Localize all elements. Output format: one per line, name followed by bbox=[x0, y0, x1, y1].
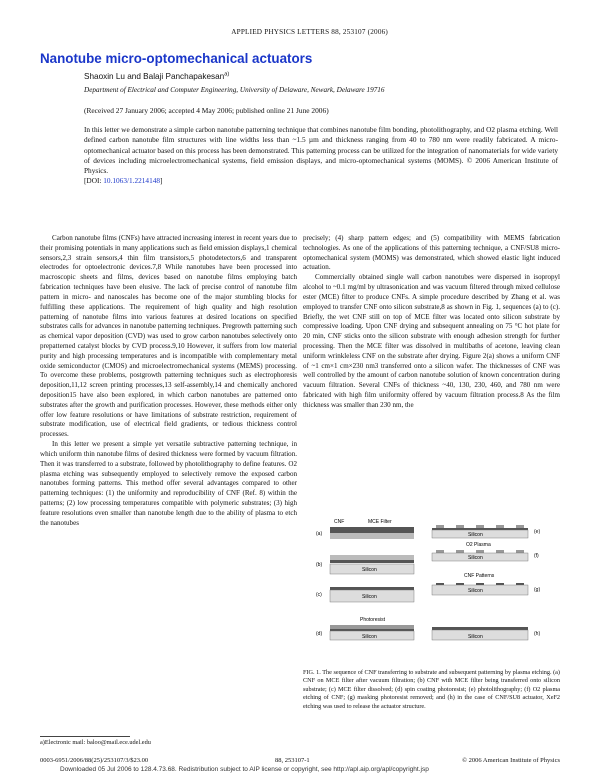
photoresist-layer-d bbox=[330, 625, 414, 629]
panel-c bbox=[316, 587, 414, 602]
author-footnote-mark: a) bbox=[224, 71, 230, 78]
label-silicon-e: Silicon bbox=[468, 532, 483, 538]
footnote: a)Electronic mail: baloo@mail.ece.udel.edu bbox=[40, 739, 151, 746]
panel-b bbox=[316, 555, 414, 574]
panel-letter-e: (e) bbox=[534, 529, 541, 535]
figure-caption: FIG. 1. The sequence of CNF transferring to substrate and subsequent patterning by plasma etching. (a) CNF on MCE filter after vacuum filtration; (b) CNF with MCE filter being transferred onto silicon substrate; (c) MCE filter dissolved; (d) spin coating photoresist; (e) photolithography; (f) O2 plasma etching of CNF; (g) masking photoresist removed; and (h) in the case of CNF/SU8 actuator, XeF2 etching was used to release the actuator structure. bbox=[303, 669, 560, 710]
label-silicon-c: Silicon bbox=[362, 594, 377, 600]
footnote-rule bbox=[40, 736, 130, 737]
resist-block-e4 bbox=[496, 525, 504, 528]
label-cnf: CNF bbox=[334, 519, 345, 525]
cnf-layer-c bbox=[330, 587, 414, 590]
panel-letter-d: (d) bbox=[316, 631, 323, 637]
resist-block-f5 bbox=[516, 550, 524, 553]
right-column bbox=[303, 234, 560, 411]
doi-suffix: ] bbox=[160, 176, 163, 186]
cnf-pattern-g2 bbox=[456, 583, 464, 585]
label-cnf-patterns: CNF Patterns bbox=[464, 573, 495, 579]
panel-letter-f: (f) bbox=[534, 553, 539, 559]
label-photoresist: Photoresist bbox=[360, 617, 386, 623]
cnf-layer-b bbox=[330, 560, 414, 563]
label-silicon-b: Silicon bbox=[362, 567, 377, 573]
panel-e bbox=[432, 525, 540, 538]
label-silicon-g: Silicon bbox=[468, 588, 483, 594]
copyright: © 2006 American Institute of Physics bbox=[462, 757, 560, 764]
left-paragraph-2: In this letter we present a simple yet versatile subtractive patterning technique, in which uniform thin nanotube films of desired thickness were formed by vacuum filtration. Then it was transferred to a substrate, followed by photolithography to define features. O2 plasma etching was subsequently employed to selectively remove the exposed carbon nanotubes forming patterns. This method offer several advantages compared to other patterning techniques: (1) the uniformity and reproducibility of CNF (Ref. 8) within the patterns; (2) low processing temperatures compatible with polymeric substrates; (3) high feature resolutions even smaller than nanotube length due to the ability of plasma to etch the nanotubes bbox=[40, 440, 297, 527]
right-paragraph-1: precisely; (4) sharp pattern edges; and (5) compatibility with MEMS fabrication technologies. As one of the applications of this patterning technique, a CNF/SU8 micro-optomechanical system (MOMS) was demonstrated, which showed elastic light induced actuation. bbox=[303, 234, 560, 272]
label-silicon-d: Silicon bbox=[362, 634, 377, 640]
doi-link[interactable]: 10.1063/1.2214148 bbox=[103, 176, 161, 186]
panel-g bbox=[432, 573, 540, 595]
label-mce: MCE Filter bbox=[368, 519, 392, 525]
label-silicon-h: Silicon bbox=[468, 634, 483, 640]
cnf-pattern-g3 bbox=[476, 583, 484, 585]
panel-f bbox=[432, 542, 539, 561]
fig1-process-diagram bbox=[316, 517, 556, 657]
page-number: 88, 253107-1 bbox=[275, 757, 310, 764]
left-column bbox=[40, 234, 297, 528]
resist-block-f4 bbox=[496, 550, 504, 553]
panel-a bbox=[316, 519, 414, 539]
article-title: Nanotube micro-optomechanical actuators bbox=[40, 51, 313, 66]
panel-d bbox=[316, 617, 414, 640]
resist-block-f3 bbox=[476, 550, 484, 553]
abstract-text: In this letter we demonstrate a simple carbon nanotube patterning technique that combines nanotube film bonding, photolithography, and O2 plasma etching. Well defined carbon nanotube film structures with line widths less than ~1.5 µm and thickness ranging from 40 to 780 nm were readily fabricated. A micro-optomechanical actuator based on this process has been demonstrated. This patterning process can be utilized for the integration of nanomaterials for wide variety of devices including microelectromechanical systems, field emission displays, and micro-optomechanical systems (MOMS). © 2006 American Institute of Physics. bbox=[84, 125, 558, 176]
received-dates: (Received 27 January 2006; accepted 4 May 2006; published online 21 June 2006) bbox=[84, 106, 329, 115]
panel-h bbox=[432, 627, 540, 640]
download-notice: Downloaded 05 Jul 2006 to 128.4.73.68. Redistribution subject to AIP license or copyright, see http://apl.aip.org/apl/copyright.jsp bbox=[60, 766, 429, 773]
author-names: Shaoxin Lu and Balaji Panchapakesan bbox=[84, 72, 225, 81]
resist-block-e1 bbox=[436, 525, 444, 528]
issn-line: 0003-6951/2006/88(25)/253107/3/$23.00 bbox=[40, 757, 149, 764]
mce-filter-layer-b bbox=[330, 555, 414, 560]
right-paragraph-2: Commercially obtained single wall carbon nanotubes were dispersed in isopropyl alcohol to ~0.1 mg/ml by ultrasonication and was vacuum filtered through mixed cellulose ester (MCE) filter to produce CNFs. A simple procedure described by Zhang et al. was employed to transfer CNF onto silicon substrate,8 as shown in Fig. 1, sequences (a) to (c). Briefly, the wet CNF still on top of MCE filter was located onto silicon substrate by compressive loading. Upon CNF drying and subsequent annealing on 75 °C hot plate for 20 min, CNF sticks onto the silicon substrate with enough adhesion strength for further processing. Then the MCE filter was dissolved in multibaths of acetone, leaving clean uniform wrinkleless CNF on the substrate after drying. Figure 2(a) shows a uniform CNF of ~1 cm×1 cm×230 nm3 transferred onto a silicon wafer. The thicknesses of CNF was well controlled by the amount of carbon nanotube solution of known concentration during vacuum filtration. Several CNFs of thickness ~40, 130, 230, 460, and 780 nm were fabricated with high film uniformity offered by vacuum filtration process.8 As the film thickness was smaller than 230 nm, the bbox=[303, 273, 560, 409]
authors bbox=[84, 72, 229, 81]
cnf-layer-h bbox=[432, 627, 528, 630]
panel-letter-b: (b) bbox=[316, 562, 323, 568]
label-o2-plasma: O2 Plasma bbox=[466, 542, 491, 548]
mce-filter-layer bbox=[330, 533, 414, 539]
label-silicon-f: Silicon bbox=[468, 555, 483, 561]
doi-prefix: [DOI: bbox=[84, 176, 104, 186]
panel-letter-h: (h) bbox=[534, 631, 541, 637]
resist-block-e5 bbox=[516, 525, 524, 528]
resist-block-f2 bbox=[456, 550, 464, 553]
left-paragraph-1: Carbon nanotube films (CNFs) have attracted increasing interest in recent years due to their promising potentials in many applications such as field emission displays,1 chemical sensors,2,3 strain sensors,4 thin film transistors,5 photodetectors,6 and transparent electrodes for optoelectronic devices.7,8 While nanotubes have been processed into macroscopic sheets and films, devices based on nanotube films employing batch fabrication techniques have been elusive. The lack of precise control of nanotube film pattern in micro- and nanoscales has become one of the major stumbling blocks for fulfilling these applications. The requirement of high quality and high resolution patterning of nanotube films into various features at desired locations on specified substrates calls for advances in nanotube patterning techniques. Pregrowth patterning such as chemical vapor deposition (CVD) was used to grow carbon nanotubes selectively onto prepatterned catalyst blocks by CVD process.9,10 However, it suffers from low material purity and high processing temperatures and is incompatible with complementary metal oxide semiconductor (CMOS) and microelectromechanical systems (MEMS) processing. To overcome these problems, postgrowth patterning techniques such as electrophoresis deposition,11,12 screen printing processes,13 self-assembly,14 and chemically anchored deposition15 have also been explored, in which carbon nanotubes are patterned onto substrates after the growth and purification processes. However, these methods either only offer low feature resolutions or have limitations of substrate restriction, requirement of substrate modification, use of electrical field gradients, or tedious thickness control processes. bbox=[40, 234, 297, 439]
resist-block-e2 bbox=[456, 525, 464, 528]
abstract bbox=[84, 125, 558, 187]
panel-letter-c: (c) bbox=[316, 592, 322, 598]
resist-block-f1 bbox=[436, 550, 444, 553]
panel-letter-a: (a) bbox=[316, 531, 323, 537]
cnf-layer-d bbox=[330, 629, 414, 631]
cnf-layer-e bbox=[432, 528, 528, 530]
cnf-layer bbox=[330, 527, 414, 533]
resist-block-e3 bbox=[476, 525, 484, 528]
cnf-pattern-g5 bbox=[516, 583, 524, 585]
panel-letter-g: (g) bbox=[534, 587, 541, 593]
affiliation: Department of Electrical and Computer Engineering, University of Delaware, Newark, Delaware 19716 bbox=[84, 86, 385, 94]
journal-header: APPLIED PHYSICS LETTERS 88, 253107 (2006) bbox=[231, 28, 388, 36]
cnf-pattern-g1 bbox=[436, 583, 444, 585]
cnf-pattern-g4 bbox=[496, 583, 504, 585]
